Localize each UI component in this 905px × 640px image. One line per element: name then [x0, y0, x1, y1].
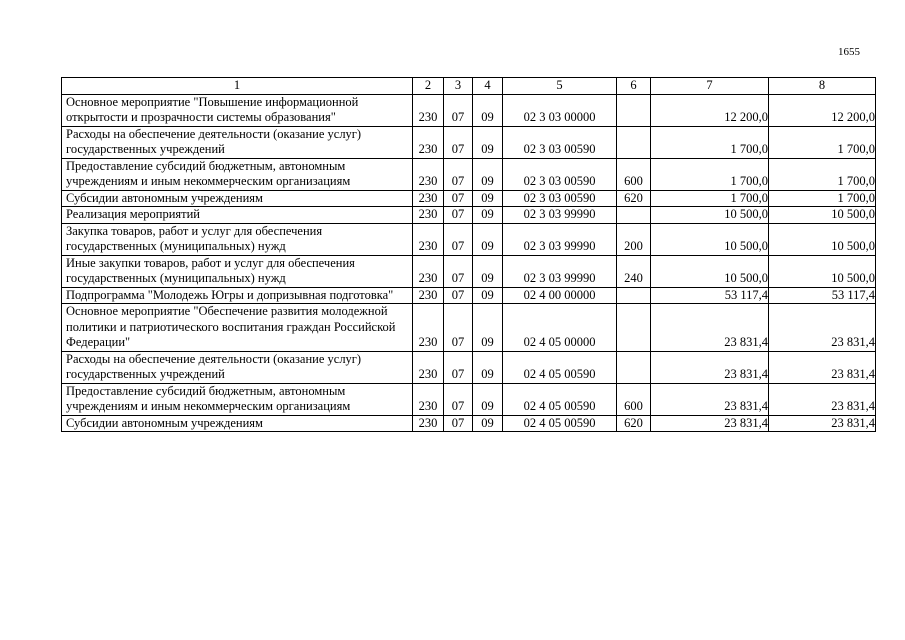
row-value-cell: 12 200,0: [769, 94, 876, 126]
row-value-cell: 07: [444, 126, 473, 158]
row-value-cell: 07: [444, 415, 473, 432]
row-value-cell: 10 500,0: [651, 255, 769, 287]
row-value-cell: 09: [473, 223, 503, 255]
row-value-cell: 02 3 03 99990: [503, 255, 617, 287]
row-value-cell: 10 500,0: [769, 207, 876, 224]
row-description-cell: Реализация мероприятий: [62, 207, 413, 224]
table-row: [62, 351, 876, 383]
row-value-cell: 1 700,0: [769, 190, 876, 207]
table-row: [62, 94, 876, 126]
row-value-cell: 02 3 03 00000: [503, 94, 617, 126]
row-value-cell: 02 3 03 99990: [503, 223, 617, 255]
row-value-cell: 10 500,0: [769, 255, 876, 287]
budget-table: [61, 77, 876, 432]
page-number: 1655: [838, 46, 860, 58]
row-value-cell: 1 700,0: [769, 158, 876, 190]
row-value-cell: 23 831,4: [769, 304, 876, 352]
row-value-cell: 230: [413, 207, 444, 224]
header-cell: 6: [617, 78, 651, 95]
row-value-cell: 10 500,0: [651, 223, 769, 255]
row-value-cell: 09: [473, 287, 503, 304]
row-value-cell: 02 3 03 00590: [503, 126, 617, 158]
table-row: [62, 304, 876, 352]
row-value-cell: 07: [444, 383, 473, 415]
header-row: [62, 78, 876, 95]
row-value-cell: 1 700,0: [651, 158, 769, 190]
row-value-cell: 200: [617, 223, 651, 255]
row-value-cell: 230: [413, 383, 444, 415]
row-value-cell: 230: [413, 304, 444, 352]
row-value-cell: 02 4 00 00000: [503, 287, 617, 304]
row-value-cell: 09: [473, 255, 503, 287]
row-description-cell: Расходы на обеспечение деятельности (оказание услуг) государственных учреждений: [62, 126, 413, 158]
row-value-cell: 07: [444, 223, 473, 255]
row-value-cell: 230: [413, 287, 444, 304]
row-value-cell: 240: [617, 255, 651, 287]
row-value-cell: [617, 126, 651, 158]
table-row: [62, 207, 876, 224]
row-value-cell: 09: [473, 207, 503, 224]
row-value-cell: [617, 351, 651, 383]
row-value-cell: 230: [413, 351, 444, 383]
table-row: [62, 383, 876, 415]
row-description-cell: Субсидии автономным учреждениям: [62, 190, 413, 207]
row-value-cell: 07: [444, 207, 473, 224]
header-cell: 8: [769, 78, 876, 95]
table-row: [62, 415, 876, 432]
row-value-cell: 09: [473, 415, 503, 432]
table-row: [62, 223, 876, 255]
table-row: [62, 158, 876, 190]
table-row: [62, 190, 876, 207]
header-cell: 1: [62, 78, 413, 95]
row-description-cell: Иные закупки товаров, работ и услуг для обеспечения государственных (муниципальных) нужд: [62, 255, 413, 287]
row-value-cell: 10 500,0: [651, 207, 769, 224]
row-value-cell: 07: [444, 351, 473, 383]
row-value-cell: 09: [473, 304, 503, 352]
row-value-cell: 09: [473, 126, 503, 158]
table-body: [62, 94, 876, 432]
row-value-cell: 600: [617, 383, 651, 415]
row-value-cell: 230: [413, 190, 444, 207]
row-value-cell: 07: [444, 94, 473, 126]
header-cell: 2: [413, 78, 444, 95]
row-value-cell: 53 117,4: [769, 287, 876, 304]
row-value-cell: 620: [617, 190, 651, 207]
row-value-cell: 09: [473, 351, 503, 383]
row-value-cell: 620: [617, 415, 651, 432]
row-value-cell: 02 4 05 00590: [503, 351, 617, 383]
row-value-cell: 23 831,4: [651, 304, 769, 352]
row-description-cell: Расходы на обеспечение деятельности (оказание услуг) государственных учреждений: [62, 351, 413, 383]
row-value-cell: 09: [473, 383, 503, 415]
row-value-cell: 09: [473, 158, 503, 190]
row-value-cell: 230: [413, 126, 444, 158]
row-value-cell: 02 3 03 00590: [503, 190, 617, 207]
header-cell: 7: [651, 78, 769, 95]
row-description-cell: Закупка товаров, работ и услуг для обеспечения государственных (муниципальных) нужд: [62, 223, 413, 255]
row-value-cell: 230: [413, 223, 444, 255]
row-value-cell: 230: [413, 415, 444, 432]
row-description-cell: Предоставление субсидий бюджетным, автономным учреждениям и иным некоммерческим организациям: [62, 158, 413, 190]
table-row: [62, 287, 876, 304]
row-value-cell: 02 3 03 00590: [503, 158, 617, 190]
row-value-cell: 07: [444, 158, 473, 190]
row-value-cell: 02 4 05 00590: [503, 415, 617, 432]
row-value-cell: 230: [413, 255, 444, 287]
row-value-cell: 09: [473, 190, 503, 207]
row-value-cell: [617, 304, 651, 352]
row-value-cell: 02 4 05 00000: [503, 304, 617, 352]
row-value-cell: 23 831,4: [769, 351, 876, 383]
row-description-cell: Основное мероприятие "Повышение информационной открытости и прозрачности системы образования": [62, 94, 413, 126]
row-value-cell: [617, 94, 651, 126]
row-value-cell: 53 117,4: [651, 287, 769, 304]
row-value-cell: 07: [444, 287, 473, 304]
row-value-cell: 07: [444, 255, 473, 287]
header-cell: 4: [473, 78, 503, 95]
row-value-cell: 10 500,0: [769, 223, 876, 255]
row-value-cell: 600: [617, 158, 651, 190]
row-value-cell: 02 3 03 99990: [503, 207, 617, 224]
row-value-cell: 1 700,0: [651, 190, 769, 207]
header-cell: 5: [503, 78, 617, 95]
row-value-cell: [617, 207, 651, 224]
row-value-cell: 12 200,0: [651, 94, 769, 126]
row-value-cell: 07: [444, 190, 473, 207]
row-value-cell: 1 700,0: [651, 126, 769, 158]
row-value-cell: 1 700,0: [769, 126, 876, 158]
row-value-cell: 23 831,4: [651, 383, 769, 415]
row-value-cell: 02 4 05 00590: [503, 383, 617, 415]
row-value-cell: 23 831,4: [769, 383, 876, 415]
row-description-cell: Субсидии автономным учреждениям: [62, 415, 413, 432]
row-value-cell: 23 831,4: [651, 351, 769, 383]
table-row: [62, 126, 876, 158]
row-value-cell: [617, 287, 651, 304]
row-value-cell: 230: [413, 94, 444, 126]
row-value-cell: 07: [444, 304, 473, 352]
table-row: [62, 255, 876, 287]
row-description-cell: Основное мероприятие "Обеспечение развития молодежной политики и патриотического воспитания граждан Российской Федерации": [62, 304, 413, 352]
row-value-cell: 09: [473, 94, 503, 126]
row-value-cell: 23 831,4: [651, 415, 769, 432]
row-value-cell: 230: [413, 158, 444, 190]
row-description-cell: Подпрограмма "Молодежь Югры и допризывная подготовка": [62, 287, 413, 304]
row-value-cell: 23 831,4: [769, 415, 876, 432]
header-cell: 3: [444, 78, 473, 95]
row-description-cell: Предоставление субсидий бюджетным, автономным учреждениям и иным некоммерческим организациям: [62, 383, 413, 415]
